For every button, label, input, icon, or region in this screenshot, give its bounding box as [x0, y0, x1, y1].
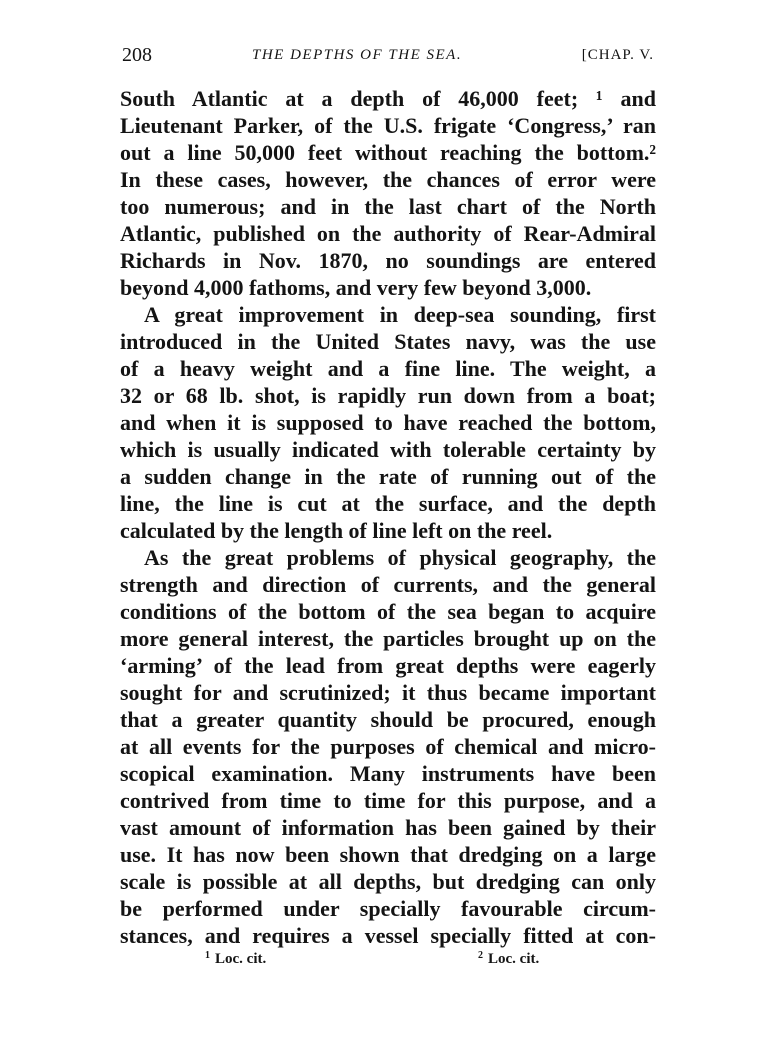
footnote-mark: 2	[478, 950, 483, 961]
text-line: Lieutenant Parker, of the U.S. frigate ‘Congress,’ ran	[120, 113, 656, 138]
text-line: conditions of the bottom of the sea began to acquire	[120, 599, 656, 624]
text-line: In these cases, however, the chances of error were	[120, 167, 656, 192]
body-text	[120, 85, 656, 949]
text-line: vast amount of information has been gained by their	[120, 815, 656, 840]
text-line: Atlantic, published on the authority of Rear-Admiral	[120, 221, 656, 246]
page-number: 208	[122, 44, 152, 66]
text-line: South Atlantic at a depth of 46,000 feet; ¹ and	[120, 86, 656, 111]
text-line: out a line 50,000 feet without reaching the bottom.²	[120, 140, 656, 165]
text-line: more general interest, the particles brought up on the	[120, 626, 656, 651]
footnote	[478, 950, 539, 968]
text-line: use. It has now been shown that dredging on a large	[120, 842, 656, 867]
text-line: scopical examination. Many instruments have been	[120, 761, 656, 786]
text-line: of a heavy weight and a fine line. The weight, a	[120, 356, 656, 381]
text-line: stances, and requires a vessel specially fitted at con-	[120, 923, 656, 948]
text-line: sought for and scrutinized; it thus became important	[120, 680, 656, 705]
book-title: THE DEPTHS OF THE SEA.	[252, 47, 463, 63]
text-line: be performed under specially favourable circum-	[120, 896, 656, 921]
text-line: a sudden change in the rate of running out of the	[120, 464, 656, 489]
text-line: Richards in Nov. 1870, no soundings are entered	[120, 248, 656, 273]
text-line: A great improvement in deep-sea sounding, first	[144, 302, 656, 327]
text-line: strength and direction of currents, and the general	[120, 572, 656, 597]
text-line: ‘arming’ of the lead from great depths were eagerly	[120, 653, 656, 678]
footnote	[205, 950, 266, 968]
text-line: at all events for the purposes of chemical and micro-	[120, 734, 656, 759]
text-line: that a greater quantity should be procured, enough	[120, 707, 656, 732]
footnote-mark: 1	[205, 950, 210, 961]
text-line: contrived from time to time for this purpose, and a	[120, 788, 656, 813]
text-line: too numerous; and in the last chart of the North	[120, 194, 656, 219]
footnotes	[0, 950, 776, 970]
text-line: scale is possible at all depths, but dredging can only	[120, 869, 656, 894]
chapter-reference: [CHAP. V.	[581, 47, 654, 63]
text-line: introduced in the United States navy, was the use	[120, 329, 656, 354]
text-line: line, the line is cut at the surface, and the depth	[120, 491, 656, 516]
footnote-text: Loc. cit.	[215, 951, 267, 967]
running-head	[122, 44, 654, 74]
text-line: beyond 4,000 fathoms, and very few beyond 3,000.	[120, 275, 592, 300]
footnote-text: Loc. cit.	[488, 951, 540, 967]
text-line: As the great problems of physical geography, the	[144, 545, 656, 570]
text-line: calculated by the length of line left on the reel.	[120, 518, 553, 543]
text-line: which is usually indicated with tolerable certainty by	[120, 437, 656, 462]
text-line: and when it is supposed to have reached the bottom,	[120, 410, 656, 435]
text-line: 32 or 68 lb. shot, is rapidly run down from a boat;	[120, 383, 656, 408]
